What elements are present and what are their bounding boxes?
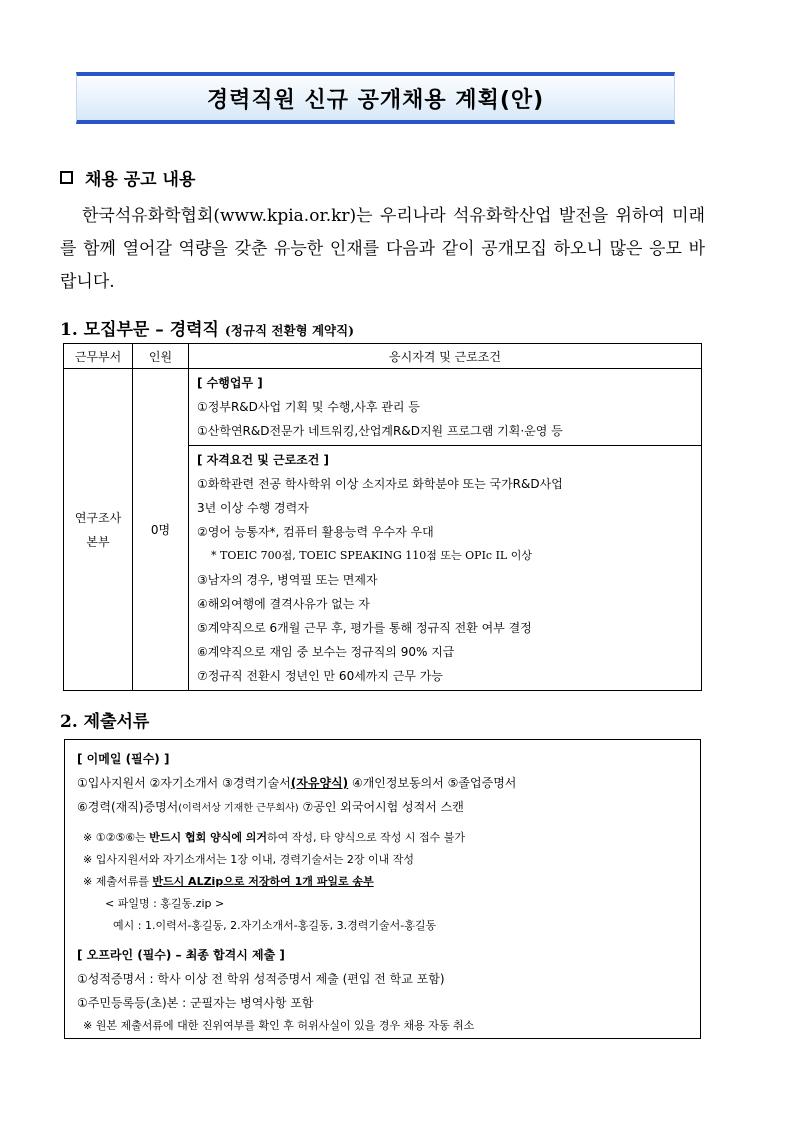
note-line: ※ 입사지원서와 자기소개서는 1장 이내, 경력기술서는 2장 이내 작성 xyxy=(83,853,414,866)
offline-note: ※ 원본 제출서류에 대한 진위여부를 확인 후 허위사실이 있을 경우 채용 자동 취소 xyxy=(83,1019,475,1032)
qual-item: 3년 이상 수행 경력자 xyxy=(197,501,309,515)
header-count: 인원 xyxy=(133,344,189,369)
recruit-heading xyxy=(60,315,354,340)
title-banner xyxy=(76,72,675,124)
recruit-heading-main: 1. 모집부문 – 경력직 xyxy=(60,320,219,340)
duty-title: [ 수행업무 ] xyxy=(197,376,263,390)
note-text: ※ 제출서류를 xyxy=(83,875,153,888)
note-emphasis: 반드시 협회 양식에 의거 xyxy=(149,831,268,844)
qual-item: ①화학관련 전공 학사학위 이상 소지자로 화학분야 또는 국가R&D사업 xyxy=(197,477,563,491)
docs-heading: 2. 제출서류 xyxy=(60,712,150,732)
dept-line: 연구조사 xyxy=(74,510,122,525)
qual-item: ③남자의 경우, 병역필 또는 면제자 xyxy=(197,573,378,587)
duty-cell xyxy=(189,369,702,446)
qual-title: [ 자격요건 및 근로조건 ] xyxy=(197,453,330,467)
section-heading-label: 채용 공고 내용 xyxy=(85,170,196,190)
docs-box xyxy=(64,739,701,1039)
email-docs-text: ⑥경력(재직)증명서 xyxy=(77,800,179,814)
note-text: 하여 작성, 타 양식으로 작성 시 접수 불가 xyxy=(267,831,466,844)
section-heading xyxy=(60,165,195,190)
email-docs-text: ⑦공인 외국어시험 성적서 스캔 xyxy=(298,800,464,814)
duty-item: ①정부R&D사업 기획 및 수행,사후 관리 등 xyxy=(197,400,420,414)
qual-note: * TOEIC 700점, TOEIC SPEAKING 110점 또는 OPIc IL 이상 xyxy=(211,549,532,562)
email-docs-paren: (이력서상 기재한 근무회사) xyxy=(178,803,299,814)
free-form-label: (자유양식) xyxy=(290,776,349,790)
email-docs-text: ①입사지원서 ②자기소개서 ③경력기술서 xyxy=(77,776,291,790)
qual-item: ⑥계약직으로 재임 중 보수는 정규직의 90% 지급 xyxy=(197,645,455,659)
checkbox-icon xyxy=(60,171,73,184)
recruit-heading-sub: (정규직 전환형 계약직) xyxy=(224,323,355,338)
qual-item: ⑤계약직으로 6개월 근무 후, 평가를 통해 정규직 전환 여부 결정 xyxy=(197,621,532,635)
email-docs-text: ④개인정보동의서 ⑤졸업증명서 xyxy=(348,776,517,790)
file-name-line: < 파일명 : 홍길동.zip > xyxy=(105,897,225,910)
offline-item: ①주민등록등(초)본 : 군필자는 병역사항 포함 xyxy=(77,996,314,1010)
note-text: ※ ①②⑤⑥는 xyxy=(83,831,150,844)
dept-cell xyxy=(64,369,133,691)
note-line xyxy=(77,871,688,893)
recruit-table xyxy=(63,343,702,691)
qual-cell xyxy=(189,446,702,691)
offline-title: [ 오프라인 (필수) – 최종 합격시 제출 ] xyxy=(77,948,285,962)
dept-line: 본부 xyxy=(86,534,110,549)
intro-paragraph xyxy=(60,200,705,299)
intro-text: 한국석유화학협회(www.kpia.or.kr)는 우리나라 석유화학산업 발전을 위하여 미래를 함께 열어갈 역량을 갖춘 유능한 인재를 다음과 같이 공개모집 하오니 많은 응모 바랍니다. xyxy=(60,206,705,292)
email-title: [ 이메일 (필수) ] xyxy=(77,752,170,766)
email-docs-line xyxy=(77,795,688,821)
qual-item: ⑦정규직 전환시 정년인 만 60세까지 근무 가능 xyxy=(197,669,443,683)
qual-item: ②영어 능통자*, 컴퓨터 활용능력 우수자 우대 xyxy=(197,525,434,539)
duty-item: ①산학연R&D전문가 네트워킹,산업계R&D지원 프로그램 기획·운영 등 xyxy=(197,424,563,438)
note-emphasis: 반드시 ALZip으로 저장하여 1개 파일로 송부 xyxy=(152,875,374,888)
offline-item: ①성적증명서 : 학사 이상 전 학위 성적증명서 제출 (편입 전 학교 포함) xyxy=(77,972,445,986)
email-docs-line xyxy=(77,771,688,795)
file-example-line: 예시 : 1.이력서-홍길동, 2.자기소개서-홍길동, 3.경력기술서-홍길동 xyxy=(113,919,437,932)
note-line xyxy=(77,827,688,849)
header-dept: 근무부서 xyxy=(64,344,133,369)
header-conditions: 응시자격 및 근로조건 xyxy=(189,344,702,369)
qual-item: ④해외여행에 결격사유가 없는 자 xyxy=(197,597,370,611)
count-cell: 0명 xyxy=(133,369,189,691)
page-title: 경력직원 신규 공개채용 계획(안) xyxy=(206,87,545,113)
